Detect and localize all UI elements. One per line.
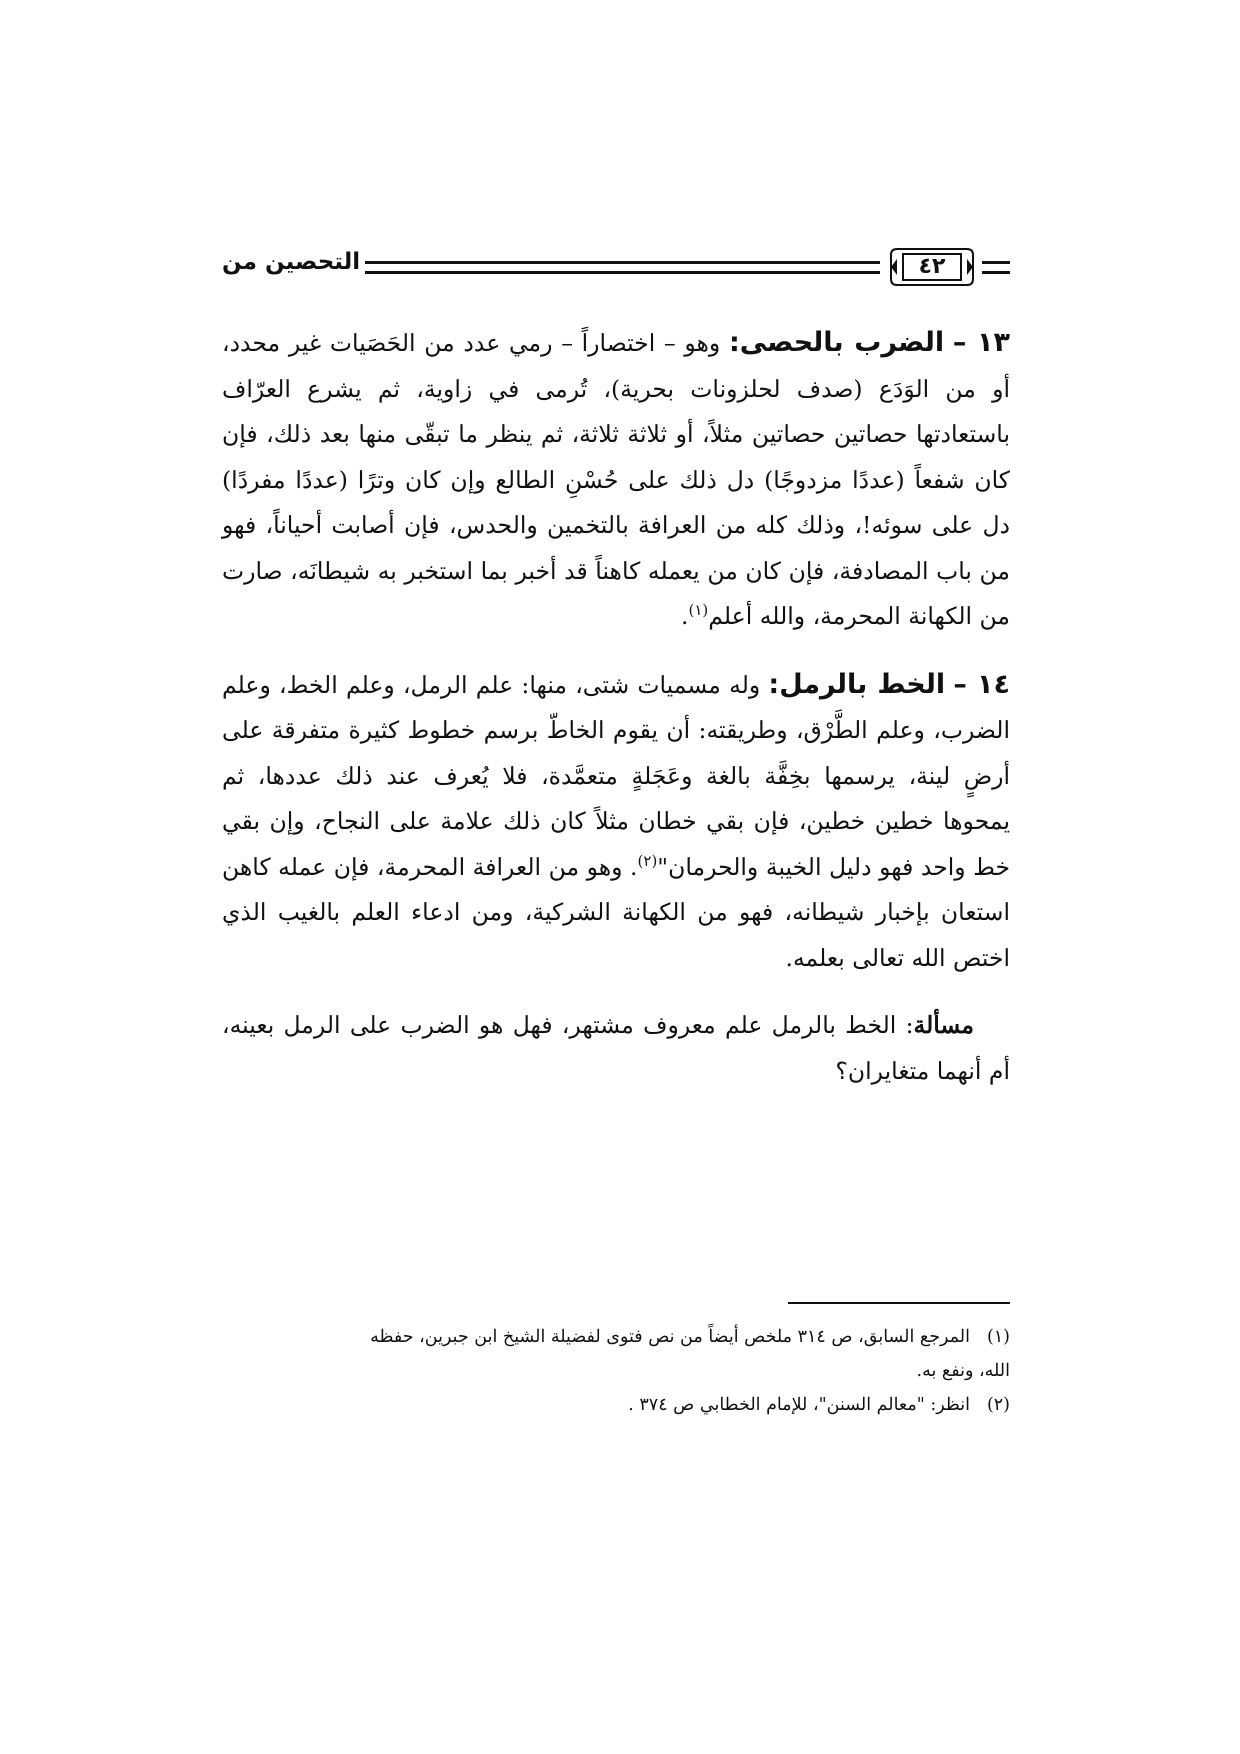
header-rule-left <box>365 261 880 274</box>
item-heading: الخط بالرمل: <box>768 668 946 700</box>
paragraph-text: : الخط بالرمل علم معروف مشتهر، فهل هو الضرب على الرمل بعينه، أم أنهما متغايران؟ <box>222 1011 1010 1085</box>
footnote-separator <box>788 1302 1010 1304</box>
footnote-ref: (١) <box>688 601 709 620</box>
paragraph-tail: . وهو من العرافة المحرمة، فإن عمله كاهن استعان بإخبار شيطانه، فهو من الكهانة الشركية، ومن ادعاء العلم بالغيب الذي اختص الله تعالى بعلمه. <box>222 852 1010 972</box>
footnote-text: انظر: "معالم السنن"، للإمام الخطابي ص ٣٧٤ . <box>628 1395 970 1415</box>
footnote-number: (٢) <box>986 1395 1010 1415</box>
page-header <box>222 245 1010 293</box>
item-number: ١٣ – <box>952 327 1010 358</box>
footnote-1 <box>222 1320 1010 1354</box>
item-number: ١٤ – <box>953 668 1010 700</box>
running-title: التحصين من <box>222 249 361 275</box>
main-text <box>222 320 1010 1116</box>
item-heading: الضرب بالحصى: <box>728 327 945 358</box>
footnotes <box>222 1320 1010 1422</box>
footnote-2 <box>222 1388 1010 1422</box>
footnote-text: المرجع السابق، ص ٣١٤ ملخص أيضاً من نص فتوى لفضيلة الشيخ ابن جبرين، حفظه <box>370 1327 970 1347</box>
header-rule-right <box>982 261 1010 274</box>
page-number-frame <box>887 245 977 289</box>
footnote-1-continued <box>222 1354 1010 1388</box>
footnote-text: الله، ونفع به. <box>916 1361 1010 1381</box>
paragraph-question <box>222 1003 1010 1094</box>
paragraph-13 <box>222 320 1010 640</box>
footnote-number: (١) <box>986 1327 1010 1347</box>
paragraph-text: وله مسميات شتى، منها: علم الرمل، وعلم الخط، وعلم الضرب، وعلم الطَّرْق، وطريقته: أن يقوم الخاطّ برسم خطوط كثيرة متفرقة على أرضٍ لينة، يرسمها بخِفَّة بالغة وعَجَلةٍ متعمَّدة، فلا يُعرف عند ذلك عددها، ثم يمحوها خطين خطين، فإن بقي خطان مثلاً كان ذلك علامة على النجاح، وإن بقي خط واحد فهو دليل الخيبة والحرمان" <box>222 670 1010 881</box>
paragraph-text: وهو – اختصاراً – رمي عدد من الحَصَيات غير محدد، أو من الوَدَع (صدف لحلزونات بحرية)، تُرمى في زاوية، ثم يشرع العرّاف باستعادتها حصاتين حصاتين مثلاً، أو ثلاثة ثلاثة، ثم ينظر ما تبقّى منها بعد ذلك، فإن كان شفعاً (عددًا مزدوجًا) دل ذلك على حُسْنِ الطالع وإن كان وترًا (عددًا مفردًا) دل على سوئه!، وذلك كله من العرافة بالتخمين والحدس، فإن أصابت أحياناً، فهو من باب المصادفة، فإن كان من يعمله كاهناً قد أخبر بما استخبر به شيطانَه، صارت من الكهانة المحرمة، والله أعلم <box>222 329 1010 630</box>
paragraph-14 <box>222 662 1010 982</box>
paragraph-tail: . <box>681 602 689 630</box>
footnote-ref: (٢) <box>637 851 658 870</box>
question-heading: مسألة <box>913 1011 974 1039</box>
page-number: ٤٢ <box>918 254 946 279</box>
